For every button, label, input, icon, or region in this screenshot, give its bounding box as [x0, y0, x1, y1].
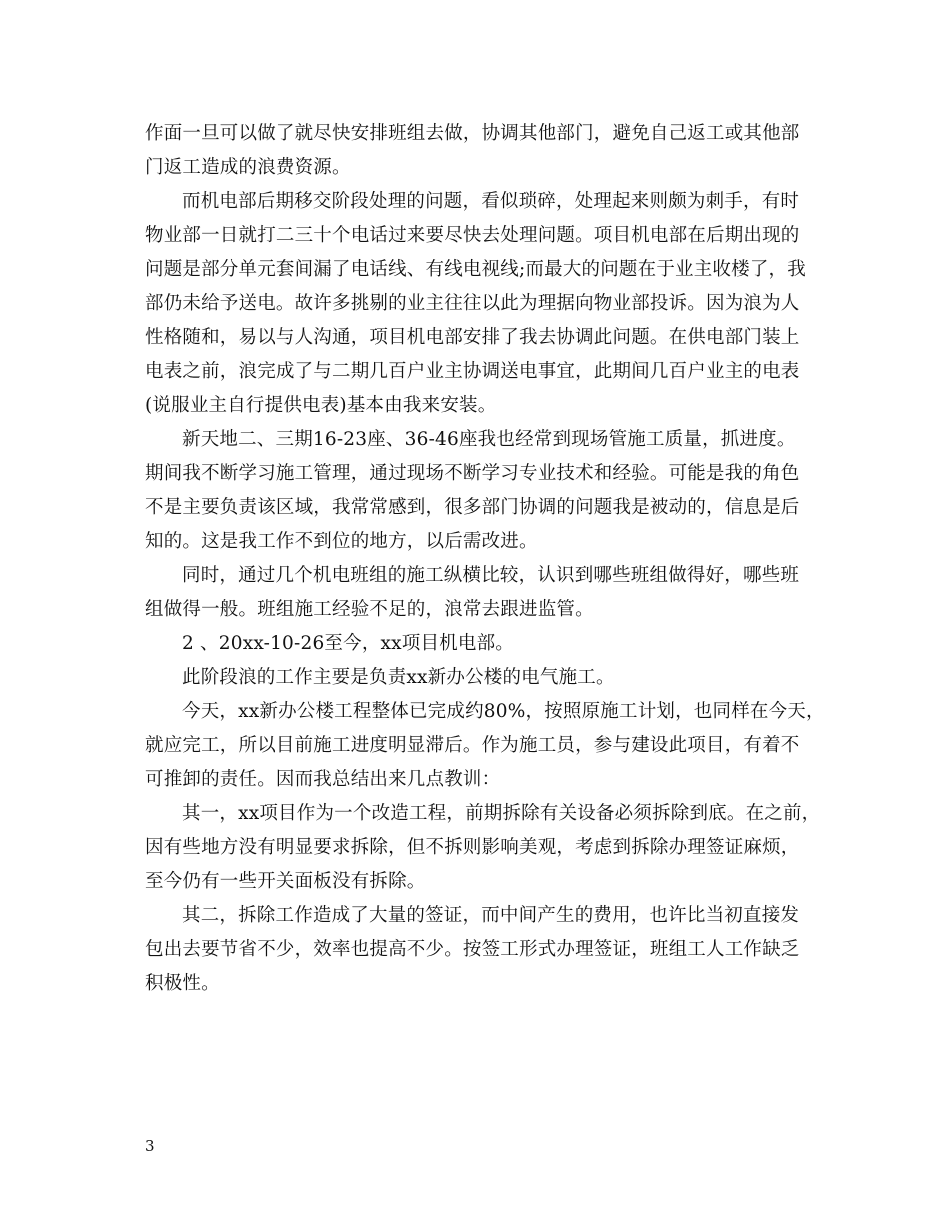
- text-line: 门返工造成的浪费资源。: [145, 157, 351, 178]
- text-line: 不是主要负责该区域，我常常感到，很多部门协调的问题我是被动的，信息是后: [145, 497, 800, 518]
- text-line: 物业部一日就打二三十个电话过来要尽快去处理问题。项目机电部在后期出现的: [145, 225, 800, 246]
- paragraph-first-line: 此阶段浪的工作主要是负责xx新办公楼的电气施工。: [182, 667, 615, 688]
- section-heading: 2 、20xx-10-26至今，xx项目机电部。: [182, 633, 514, 654]
- text-line: 作面一旦可以做了就尽快安排班组去做，协调其他部门，避免自己返工或其他部: [145, 123, 800, 144]
- text-line: 积极性。: [145, 973, 220, 994]
- text-line: 至今仍有一些开关面板没有拆除。: [145, 871, 426, 892]
- paragraph-first-line: 今天，xx新办公楼工程整体已完成约80%，按照原施工计划，也同样在今天，: [182, 701, 825, 722]
- text-line: 因有些地方没有明显要求拆除，但不拆则影响美观，考虑到拆除办理签证麻烦，: [145, 837, 800, 858]
- text-line: 就应完工，所以目前施工进度明显滞后。作为施工员，参与建设此项目，有着不: [145, 735, 800, 756]
- text-line: 部仍未给予送电。故许多挑剔的业主往往以此为理据向物业部投诉。因为浪为人: [145, 293, 800, 314]
- text-line: 组做得一般。班组施工经验不足的，浪常去跟进监管。: [145, 599, 594, 620]
- text-line: (说服业主自行提供电表)基本由我来安装。: [145, 395, 497, 416]
- text-line: 包出去要节省不少，效率也提高不少。按签工形式办理签证，班组工人工作缺乏: [145, 939, 800, 960]
- text-line: 问题是部分单元套间漏了电话线、有线电视线;而最大的问题在于业主收楼了，我: [145, 259, 806, 280]
- paragraph-first-line: 其二，拆除工作造成了大量的签证，而中间产生的费用，也许比当初直接发: [182, 905, 800, 926]
- text-line: 期间我不断学习施工管理，通过现场不断学习专业技术和经验。可能是我的角色: [145, 463, 800, 484]
- page-number: 3: [145, 1137, 155, 1155]
- paragraph-first-line: 其一，xx项目作为一个改造工程，前期拆除有关设备必须拆除到底。在之前，: [182, 803, 821, 824]
- text-line: 知的。这是我工作不到位的地方，以后需改进。: [145, 531, 538, 552]
- text-line: 性格随和，易以与人沟通，项目机电部安排了我去协调此问题。在供电部门装上: [145, 327, 800, 348]
- paragraph-first-line: 而机电部后期移交阶段处理的问题，看似琐碎，处理起来则颇为刺手，有时: [182, 191, 800, 212]
- text-line: 可推卸的责任。因而我总结出来几点教训：: [145, 769, 501, 790]
- paragraph-first-line: 新天地二、三期16-23座、36-46座我也经常到现场管施工质量，抓进度。: [182, 429, 796, 450]
- text-line: 电表之前，浪完成了与二期几百户业主协调送电事宜，此期间几百户业主的电表: [145, 361, 800, 382]
- paragraph-first-line: 同时，通过几个机电班组的施工纵横比较，认识到哪些班组做得好，哪些班: [182, 565, 800, 586]
